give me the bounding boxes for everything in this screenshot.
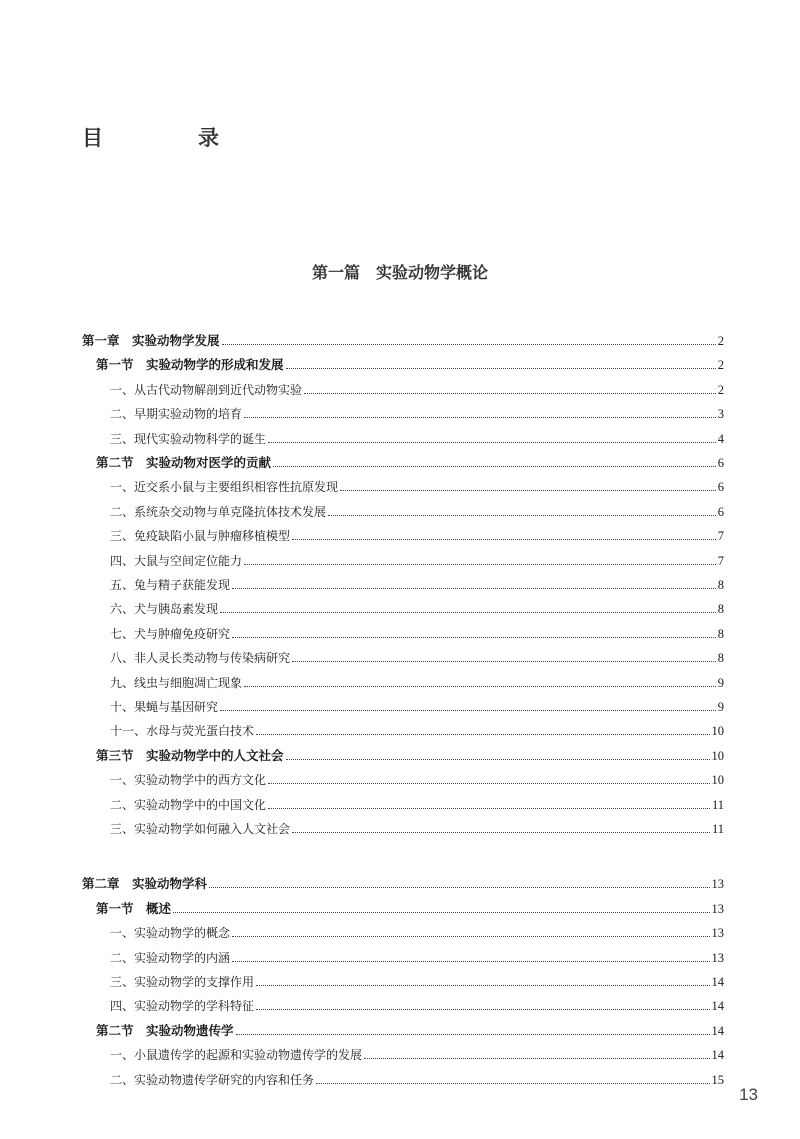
toc-entry-page: 10: [711, 773, 724, 788]
dot-leader: [220, 612, 716, 613]
toc-entry-title: 三、实验动物学如何融入人文社会: [110, 822, 291, 836]
toc-item-entry[interactable]: [110, 375, 724, 397]
dot-leader: [173, 912, 709, 913]
toc-entry-title: 第一节 实验动物学的形成和发展: [96, 357, 284, 373]
dot-leader: [340, 490, 716, 491]
toc-entry-title: 一、实验动物学的概念: [110, 926, 231, 941]
toc-entry-title: 一、实验动物学中的西方文化: [110, 773, 267, 788]
toc-entry-page: 10: [711, 748, 724, 763]
toc-entry-page: 4: [717, 431, 724, 446]
toc-entry-title: 三、现代实验动物科学的诞生: [110, 431, 267, 446]
toc-item-entry[interactable]: [110, 943, 724, 965]
dot-leader: [292, 539, 716, 540]
toc-entry-page: 11: [711, 797, 724, 812]
dot-leader: [222, 344, 716, 345]
toc-entry-title: 十一、水母与荧光蛋白技术: [110, 724, 255, 739]
toc-entry-title: 三、免疫缺陷小鼠与肿瘤移植模型: [110, 529, 291, 544]
toc-entry-page: 13: [711, 877, 724, 892]
toc-entry-page: 6: [717, 456, 724, 470]
toc-entry-page: 8: [717, 626, 724, 641]
toc-entry-title: 七、犬与肿瘤免疫研究: [110, 626, 231, 641]
toc-entry-title: 四、实验动物学的学科特征: [110, 999, 255, 1014]
toc-entry-title: 一、小鼠遗传学的起源和实验动物遗传学的发展: [110, 1048, 363, 1063]
toc-entry-page: 2: [717, 382, 724, 397]
toc-item-entry[interactable]: [110, 472, 724, 494]
toc-entry-page: 8: [717, 578, 724, 592]
toc-entry-page: 3: [717, 407, 724, 422]
toc-entry-page: 8: [717, 602, 724, 617]
toc-section-entry[interactable]: [96, 350, 724, 372]
toc-entry-title: 二、实验动物遗传学研究的内容和任务: [110, 1072, 315, 1087]
toc-entry-title: 九、线虫与细胞凋亡现象: [110, 675, 243, 690]
part-title: 第一篇 实验动物学概论: [311, 263, 488, 282]
toc-item-entry[interactable]: [110, 716, 724, 738]
dot-leader: [286, 759, 710, 760]
toc-item-entry[interactable]: [110, 570, 724, 592]
toc-entry-page: 14: [711, 1048, 724, 1063]
toc-entry-title: 第二节 实验动物对医学的贡献: [96, 455, 272, 470]
toc-entry-title: 四、大鼠与空间定位能力: [110, 553, 243, 568]
toc-entry-title: 十、果蝇与基因研究: [110, 700, 219, 714]
toc-item-entry[interactable]: [110, 1065, 724, 1087]
toc-entry-title: 二、系统杂交动物与单克隆抗体技术发展: [110, 504, 327, 519]
toc-item-entry[interactable]: [110, 765, 724, 787]
toc-entry-page: 14: [711, 975, 724, 989]
toc-item-entry[interactable]: [110, 594, 724, 616]
dot-leader: [268, 808, 710, 809]
toc-item-entry[interactable]: [110, 1040, 724, 1062]
toc-section-entry[interactable]: [96, 894, 724, 916]
toc-entry-title: 二、实验动物学的内涵: [110, 950, 231, 965]
toc-entry-title: 二、早期实验动物的培育: [110, 407, 243, 422]
toc-entry-page: 13: [711, 901, 724, 916]
toc-entry-page: 8: [717, 651, 724, 666]
dot-leader: [292, 661, 716, 662]
toc-section-entry[interactable]: [96, 448, 724, 470]
toc-entry-page: 14: [711, 999, 724, 1014]
toc-item-entry[interactable]: [110, 692, 724, 714]
toc-chapter-entry[interactable]: [82, 326, 724, 348]
toc-entry-page: 6: [717, 504, 724, 519]
dot-leader: [244, 417, 716, 418]
dot-leader: [256, 734, 709, 735]
toc-entry-page: 15: [711, 1072, 724, 1087]
toc-item-entry[interactable]: [110, 497, 724, 519]
toc-item-entry[interactable]: [110, 790, 724, 812]
toc-section-entry[interactable]: [96, 741, 724, 763]
toc-entry-page: 11: [711, 822, 724, 836]
toc-entry-page: 6: [717, 480, 724, 495]
toc-entry-page: 13: [711, 950, 724, 965]
toc-entry-title: 一、近交系小鼠与主要组织相容性抗原发现: [110, 480, 339, 495]
dot-leader: [209, 887, 709, 888]
toc-item-entry[interactable]: [110, 643, 724, 665]
toc-entry-page: 7: [717, 529, 724, 544]
toc-entry-page: 9: [717, 675, 724, 690]
dot-leader: [364, 1058, 709, 1059]
toc-entry-title: 二、实验动物学中的中国文化: [110, 797, 267, 812]
dot-leader: [232, 961, 709, 962]
toc-entry-title: 五、兔与精子获能发现: [110, 578, 231, 592]
page-number: 13: [739, 1085, 758, 1104]
toc-entry-title: 第一节 概述: [96, 900, 172, 916]
dot-leader: [244, 564, 716, 565]
dot-leader: [220, 710, 716, 711]
toc-item-entry[interactable]: [110, 967, 724, 989]
dot-leader: [232, 936, 709, 937]
dot-leader: [268, 783, 709, 784]
toc-entry-page: 2: [717, 358, 724, 373]
toc-entry-title: 八、非人灵长类动物与传染病研究: [110, 651, 291, 666]
toc-item-entry[interactable]: [110, 424, 724, 446]
toc-section-entry[interactable]: [96, 1016, 724, 1038]
dot-leader: [244, 686, 716, 687]
dot-leader: [328, 515, 716, 516]
toc-item-entry[interactable]: [110, 918, 724, 940]
toc-item-entry[interactable]: [110, 991, 724, 1013]
toc-entry-page: 14: [711, 1023, 724, 1038]
toc-chapter-entry[interactable]: [82, 869, 724, 891]
dot-leader: [256, 985, 709, 986]
toc-entry-page: 2: [717, 334, 724, 348]
toc-entry-title: 三、实验动物学的支撑作用: [110, 975, 255, 989]
toc-entry-title: 一、从古代动物解剖到近代动物实验: [110, 382, 303, 397]
toc-entry-page: 13: [711, 926, 724, 941]
toc-item-entry[interactable]: [110, 814, 724, 836]
dot-leader: [292, 832, 710, 833]
toc-entry-title: 六、犬与胰岛素发现: [110, 602, 219, 617]
dot-leader: [232, 588, 716, 589]
toc-item-entry[interactable]: [110, 399, 724, 421]
dot-leader: [256, 1009, 709, 1010]
dot-leader: [304, 393, 716, 394]
dot-leader: [236, 1034, 710, 1035]
dot-leader: [232, 637, 716, 638]
toc-item-entry[interactable]: [110, 619, 724, 641]
dot-leader: [286, 368, 716, 369]
toc-entry-title: 第二节 实验动物遗传学: [96, 1022, 234, 1038]
toc-entry-page: 9: [717, 700, 724, 714]
toc-item-entry[interactable]: [110, 668, 724, 690]
toc-entry-title: 第三节 实验动物学中的人文社会: [96, 747, 284, 763]
toc-item-entry[interactable]: [110, 546, 724, 568]
toc-heading: 目 录: [82, 126, 256, 150]
toc-item-entry[interactable]: [110, 521, 724, 543]
toc-entry-page: 7: [717, 553, 724, 568]
toc-entry-title: 第二章 实验动物学科: [82, 876, 208, 892]
toc-entry-title: 第一章 实验动物学发展: [82, 333, 220, 348]
dot-leader: [316, 1083, 709, 1084]
toc-entry-page: 10: [711, 724, 724, 739]
dot-leader: [268, 442, 716, 443]
dot-leader: [273, 466, 716, 467]
